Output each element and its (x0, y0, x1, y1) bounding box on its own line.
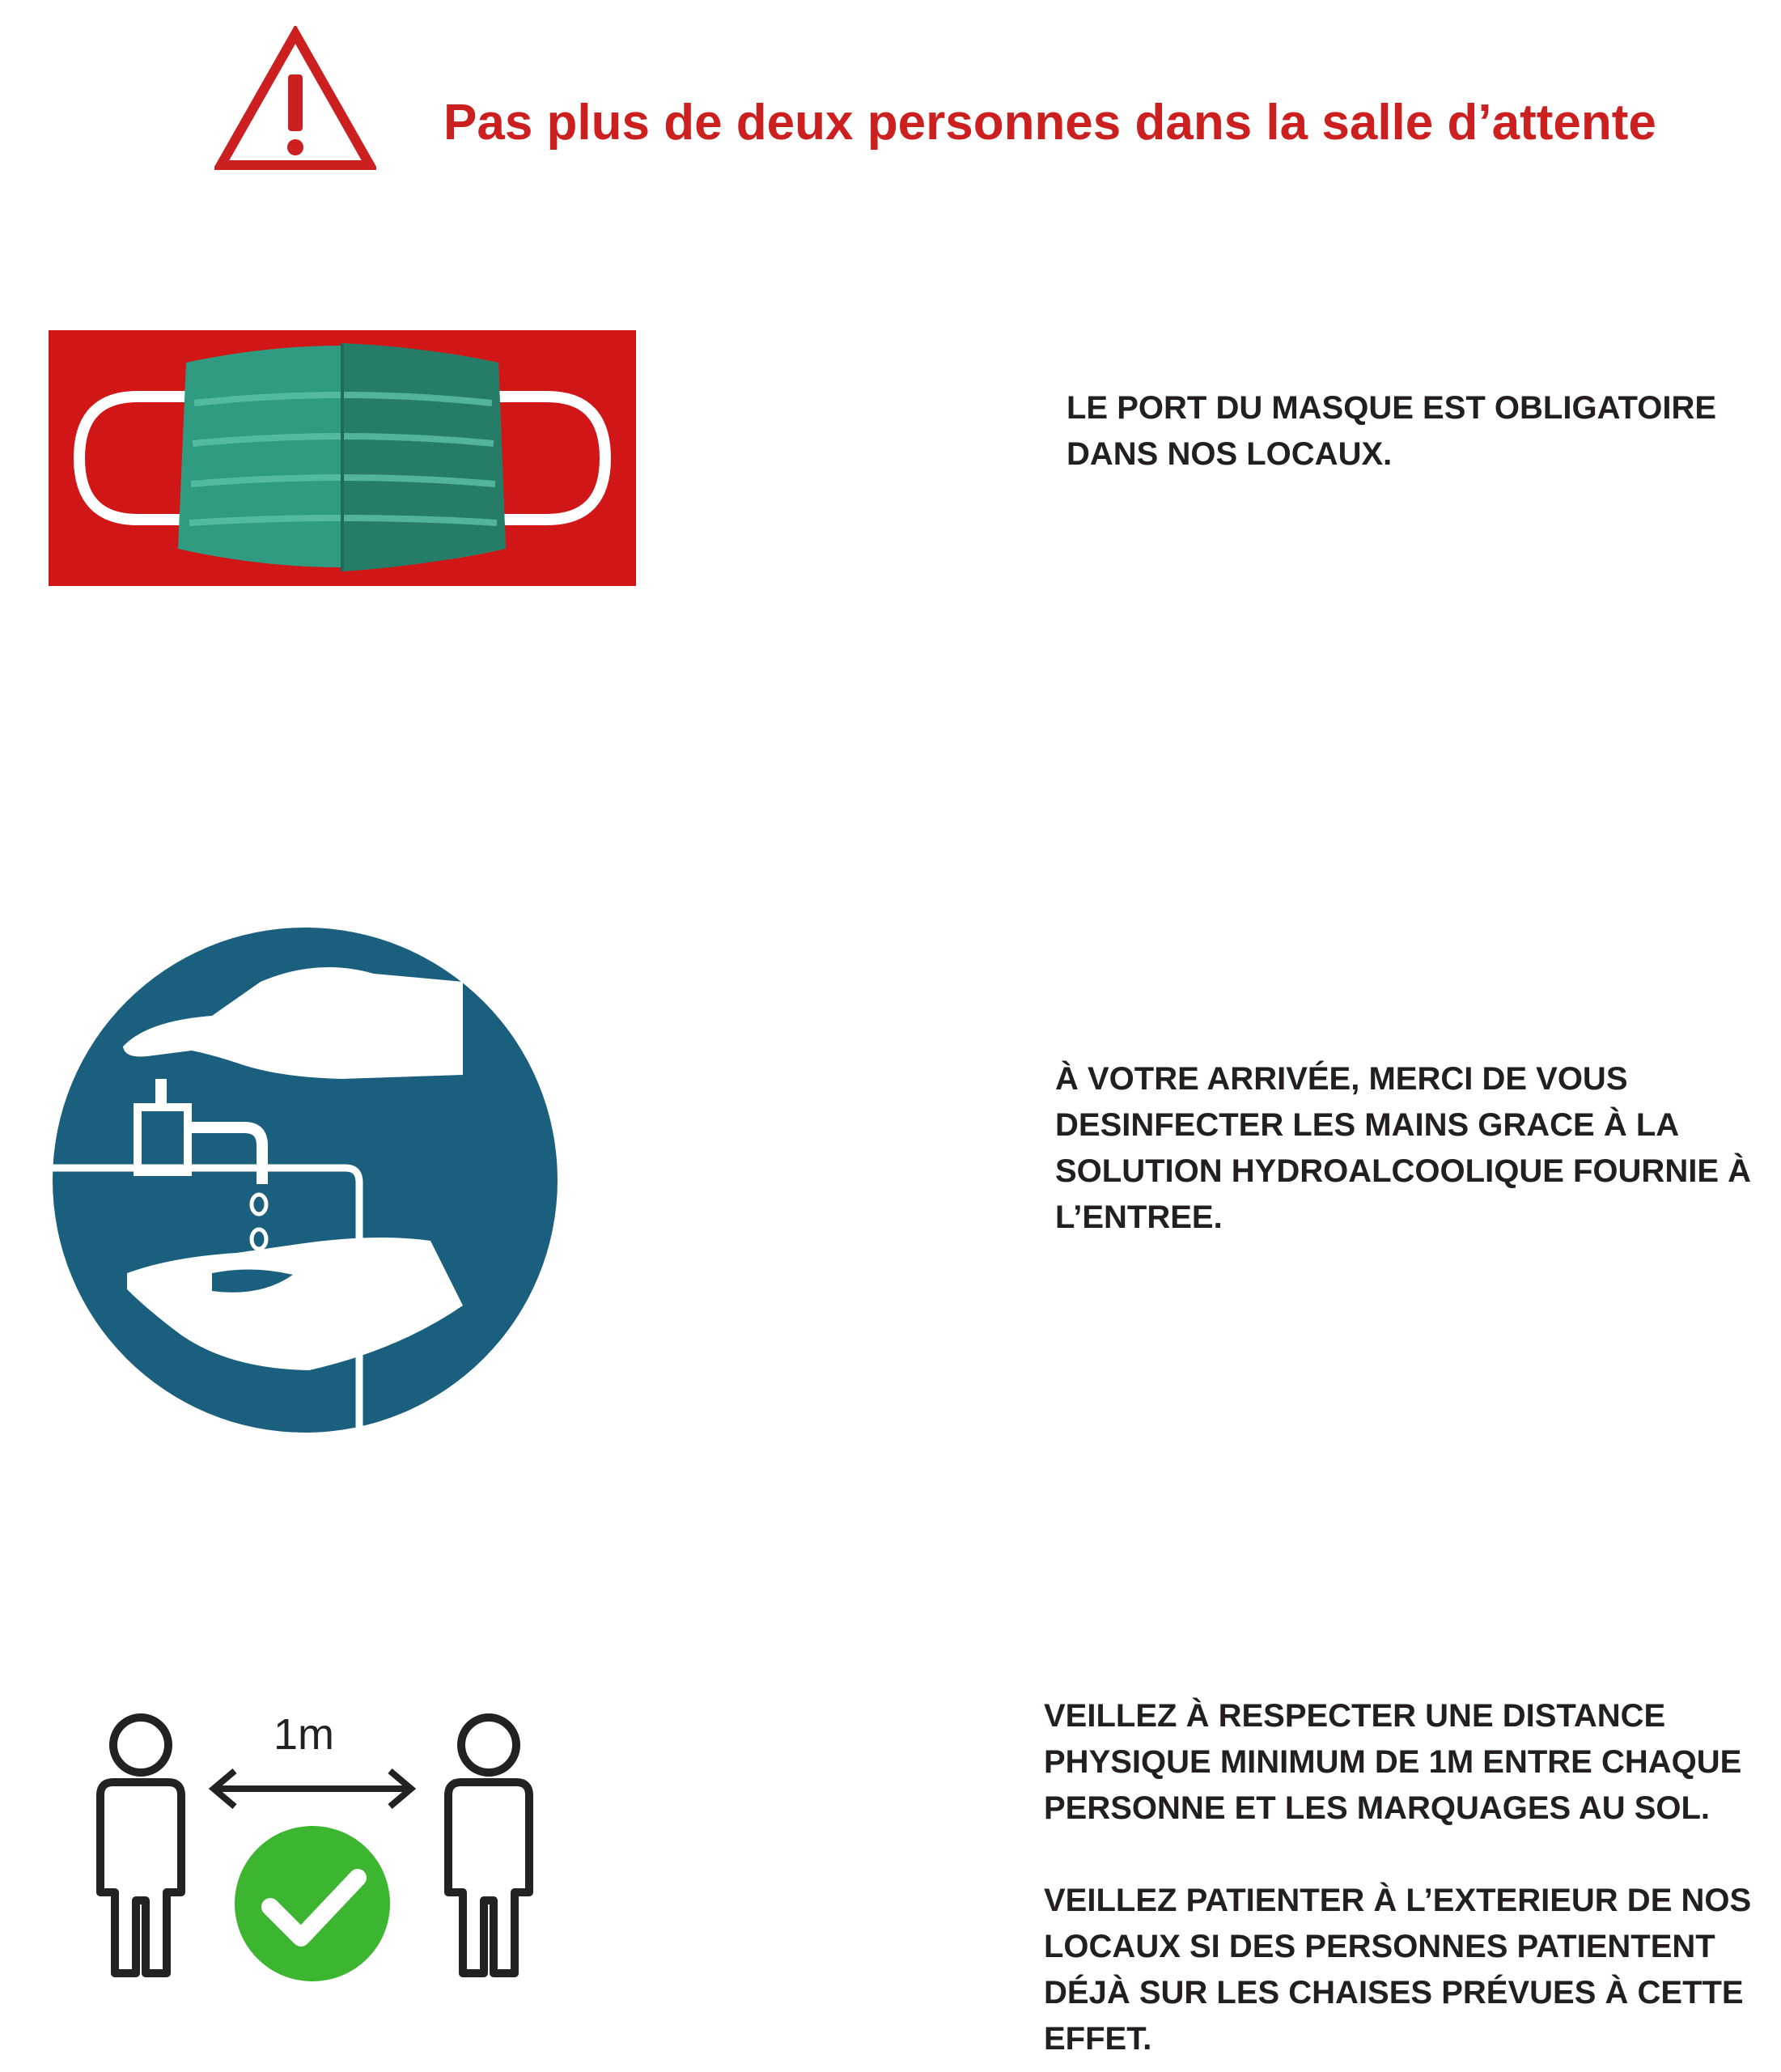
warning-triangle-icon (214, 26, 376, 173)
distance-notice-line-1: VEILLEZ À RESPECTER UNE DISTANCE (1044, 1698, 1666, 1734)
sanitizer-notice-line-3: SOLUTION HYDROALCOOLIQUE FOURNIE À (1055, 1153, 1751, 1189)
distance-notice-line-3: PERSONNE ET LES MARQUAGES AU SOL. (1044, 1790, 1711, 1826)
face-mask-icon (49, 330, 636, 586)
mask-notice (1066, 385, 1716, 478)
waiting-notice-line-3: DÉJÀ SUR LES CHAISES PRÉVUES À CETTE (1044, 1975, 1744, 2010)
hand-sanitizer-icon (50, 925, 560, 1435)
distance-label: 1m (274, 1710, 335, 1759)
distance-notice-line-2: PHYSIQUE MINIMUM DE 1M ENTRE CHAQUE (1044, 1744, 1742, 1780)
sanitizer-notice-line-1: À VOTRE ARRIVÉE, MERCI DE VOUS (1055, 1061, 1628, 1097)
waiting-notice-line-2: LOCAUX SI DES PERSONNES PATIENTENT (1044, 1929, 1715, 1964)
waiting-notice-line-1: VEILLEZ PATIENTER À L’EXTERIEUR DE NOS (1044, 1883, 1752, 1918)
mask-notice-line-2: DANS NOS LOCAUX. (1066, 436, 1393, 472)
waiting-notice-line-4: EFFET. (1044, 2021, 1152, 2057)
sanitizer-notice-line-2: DESINFECTER LES MAINS GRACE À LA (1055, 1107, 1680, 1143)
sanitizer-notice (1055, 1056, 1751, 1241)
sanitizer-notice-line-4: L’ENTREE. (1055, 1199, 1223, 1235)
page-title: Pas plus de deux personnes dans la salle d’attente (443, 95, 1656, 151)
distance-notice (1044, 1693, 1751, 2062)
mask-notice-line-1: LE PORT DU MASQUE EST OBLIGATOIRE (1066, 390, 1717, 426)
